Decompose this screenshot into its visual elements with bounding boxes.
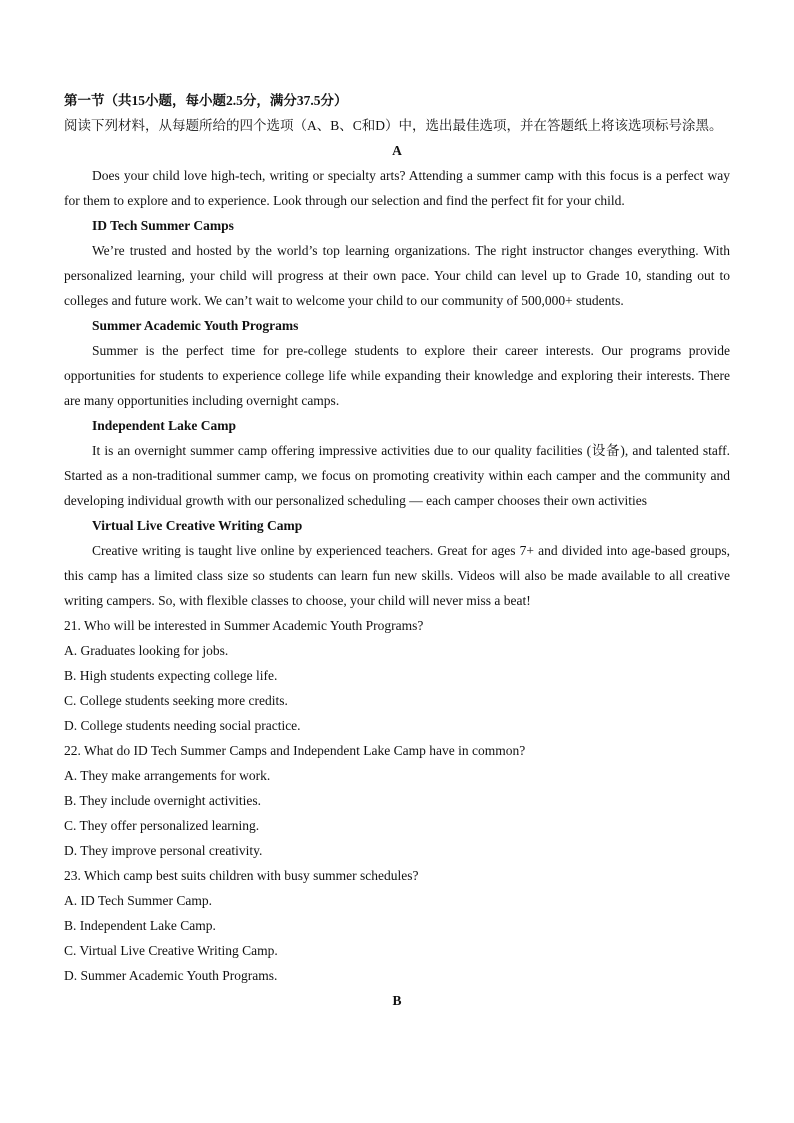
camp-text: Creative writing is taught live online by experienced teachers. Great for ages 7+ and divided into age-based groups, this camp has a limited class size so students can learn fun new skills. Videos will also be made available to all creative writing campers. So, with flexible classes to choose, your child will never miss a beat!	[64, 543, 730, 608]
answer-option[interactable]: D. Summer Academic Youth Programs.	[64, 968, 278, 983]
answer-option[interactable]: A. ID Tech Summer Camp.	[64, 893, 213, 908]
answer-option[interactable]: C. They offer personalized learning.	[64, 818, 260, 833]
exam-page	[64, 88, 730, 1013]
answer-option[interactable]: B. Independent Lake Camp.	[64, 918, 216, 933]
passage-b-letter: B	[392, 993, 402, 1008]
question-stem: 22. What do ID Tech Summer Camps and Independent Lake Camp have in common?	[64, 743, 526, 758]
camp-text: It is an overnight summer camp offering impressive activities due to our quality facilities (设备), and talented staff. Started as a non-traditional summer camp, we focus on promoting creativity within each camper and the community and developing individual growth with our personalized scheduling — each camper chooses their own activities	[64, 443, 730, 508]
camp-heading: Summer Academic Youth Programs	[92, 318, 299, 333]
section-title: 第一节（共15小题，每小题2.5分，满分37.5分）	[64, 93, 348, 108]
camp-text: Summer is the perfect time for pre-college students to explore their career interests. Our programs provide opportunities for students to experience college life while expanding their knowledge and exploring their interests. There are many opportunities including overnight camps.	[64, 343, 730, 408]
answer-option[interactable]: D. College students needing social practice.	[64, 718, 301, 733]
camp-heading: Virtual Live Creative Writing Camp	[92, 518, 303, 533]
passage-a-intro: Does your child love high-tech, writing or specialty arts? Attending a summer camp with this focus is a perfect way for them to explore and to experience. Look through our selection and find the perfect fit for your child.	[64, 168, 730, 208]
answer-option[interactable]: A. Graduates looking for jobs.	[64, 643, 229, 658]
answer-option[interactable]: A. They make arrangements for work.	[64, 768, 271, 783]
section-instructions: 阅读下列材料，从每题所给的四个选项（A、B、C和D）中，选出最佳选项，并在答题纸上将该选项标号涂黑。	[64, 118, 723, 133]
answer-option[interactable]: B. High students expecting college life.	[64, 668, 278, 683]
camp-heading: ID Tech Summer Camps	[92, 218, 234, 233]
answer-option[interactable]: C. College students seeking more credits.	[64, 693, 288, 708]
question-stem: 21. Who will be interested in Summer Academic Youth Programs?	[64, 618, 424, 633]
question-stem: 23. Which camp best suits children with busy summer schedules?	[64, 868, 419, 883]
passage-a-letter: A	[392, 143, 402, 158]
answer-option[interactable]: D. They improve personal creativity.	[64, 843, 263, 858]
answer-option[interactable]: B. They include overnight activities.	[64, 793, 261, 808]
camp-heading: Independent Lake Camp	[92, 418, 237, 433]
camp-text: We’re trusted and hosted by the world’s top learning organizations. The right instructor changes everything. With personalized learning, your child will progress at their own pace. Your child can level up to Grade 10, standing out to colleges and future work. We can’t wait to welcome your child to our community of 500,000+ students.	[64, 243, 730, 308]
answer-option[interactable]: C. Virtual Live Creative Writing Camp.	[64, 943, 278, 958]
